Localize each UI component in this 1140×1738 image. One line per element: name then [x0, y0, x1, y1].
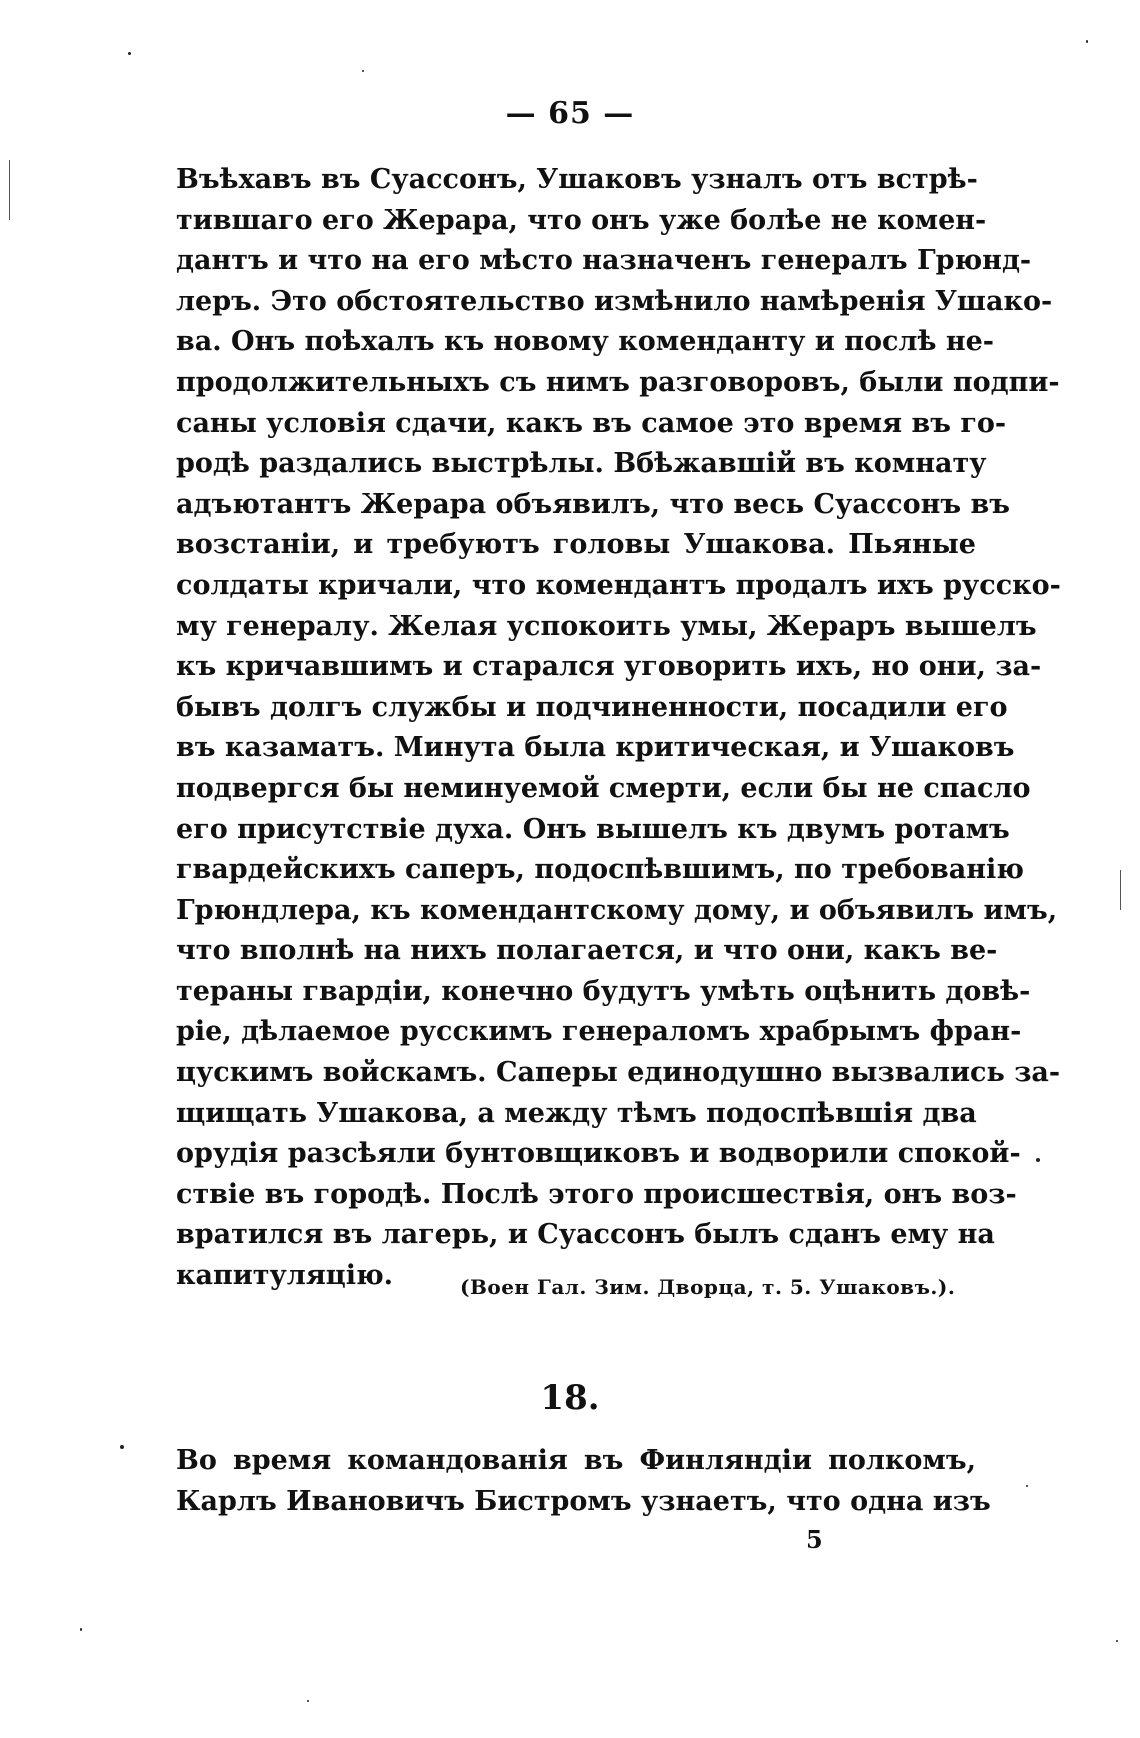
text-line: орудія разсѣяли бунтовщиковъ и водворили спокой-	[176, 1138, 1021, 1170]
scan-speck	[1036, 1158, 1040, 1162]
text-line: капитуляцію.	[176, 1260, 394, 1292]
text-line: ствіе въ городѣ. Послѣ этого происшествія, онъ воз-	[176, 1178, 1017, 1210]
text-line: ріе, дѣлаемое русскимъ генераломъ храбрымъ фран-	[176, 1016, 1022, 1048]
scan-edge-mark	[9, 160, 10, 220]
text-line: бывъ долгъ службы и подчиненности, посадили его	[176, 691, 1008, 723]
text-line: дантъ и что на его мѣсто назначенъ генералъ Грюнд-	[176, 245, 1032, 277]
text-line: въ казаматъ. Минута была критическая, и Ушаковъ	[176, 732, 1015, 764]
scan-speck	[80, 1628, 82, 1631]
text-line: солдаты кричали, что комендантъ продалъ ихъ русско-	[176, 569, 1061, 601]
text-line: саны условія сдачи, какъ въ самое это время въ го-	[176, 407, 1007, 439]
scan-speck	[1086, 40, 1088, 43]
text-line: его присутствіе духа. Онъ вышелъ къ двумъ ротамъ	[176, 813, 1010, 845]
main-paragraph	[176, 160, 1061, 1297]
text-line: подвергся бы неминуемой смерти, если бы не спасло	[176, 772, 1031, 804]
scan-edge-mark	[1120, 870, 1121, 910]
text-line: Во время командованія въ Финляндіи полкомъ,	[176, 1445, 976, 1476]
text-line: леръ. Это обстоятельство измѣнило намѣренія Ушако-	[176, 285, 1053, 317]
text-line: продолжительныхъ съ нимъ разговоровъ, были подпи-	[176, 366, 1060, 398]
text-line: адъютантъ Жерара объявилъ, что весь Суассонъ въ	[176, 488, 1010, 520]
source-citation: (Воен Гал. Зим. Дворца, т. 5. Ушаковъ.).	[460, 1275, 956, 1299]
scan-speck	[120, 1445, 124, 1449]
page-number: — 65 —	[505, 96, 635, 131]
text-line: Въѣхавъ въ Суассонъ, Ушаковъ узналъ отъ встрѣ-	[176, 164, 978, 195]
section-number: 18.	[540, 1378, 600, 1418]
text-line: Грюндлера, къ комендантскому дому, и объявилъ имъ,	[176, 894, 1058, 926]
scan-speck	[1026, 1485, 1028, 1487]
text-line: возстаніи, и требуютъ головы Ушакова. Пьяные	[176, 529, 976, 561]
text-line: къ кричавшимъ и старался уговорить ихъ, но они, за-	[176, 651, 1042, 683]
text-line: цускимъ войскамъ. Саперы единодушно вызвались за-	[176, 1057, 1061, 1089]
text-line: ва. Онъ поѣхалъ къ новому коменданту и послѣ не-	[176, 326, 995, 358]
text-line: тившаго его Жерара, что онъ уже болѣе не комен-	[176, 204, 987, 236]
text-line: щищать Ушакова, а между тѣмъ подоспѣвшія два	[176, 1097, 977, 1129]
next-paragraph	[176, 1441, 991, 1522]
text-line: гвардейскихъ саперъ, подоспѣвшимъ, по требованію	[176, 854, 1024, 886]
text-line: родѣ раздались выстрѣлы. Вбѣжавшій въ комнату	[176, 448, 987, 480]
text-line: что вполнѣ на нихъ полагается, и что они, какъ ве-	[176, 935, 998, 967]
text-line: вратился въ лагерь, и Суассонъ былъ сданъ ему на	[176, 1219, 995, 1251]
scan-speck	[307, 1700, 309, 1702]
text-line: Карлъ Ивановичъ Бистромъ узнаетъ, что одна изъ	[176, 1485, 991, 1517]
signature-mark: 5	[806, 1525, 823, 1554]
scan-speck	[1116, 1640, 1118, 1642]
scan-speck	[362, 70, 364, 72]
text-line: му генералу. Желая успокоить умы, Жераръ вышелъ	[176, 610, 1037, 642]
text-line: тераны гвардіи, конечно будутъ умѣть оцѣнить довѣ-	[176, 975, 1031, 1007]
scan-speck	[128, 52, 131, 55]
